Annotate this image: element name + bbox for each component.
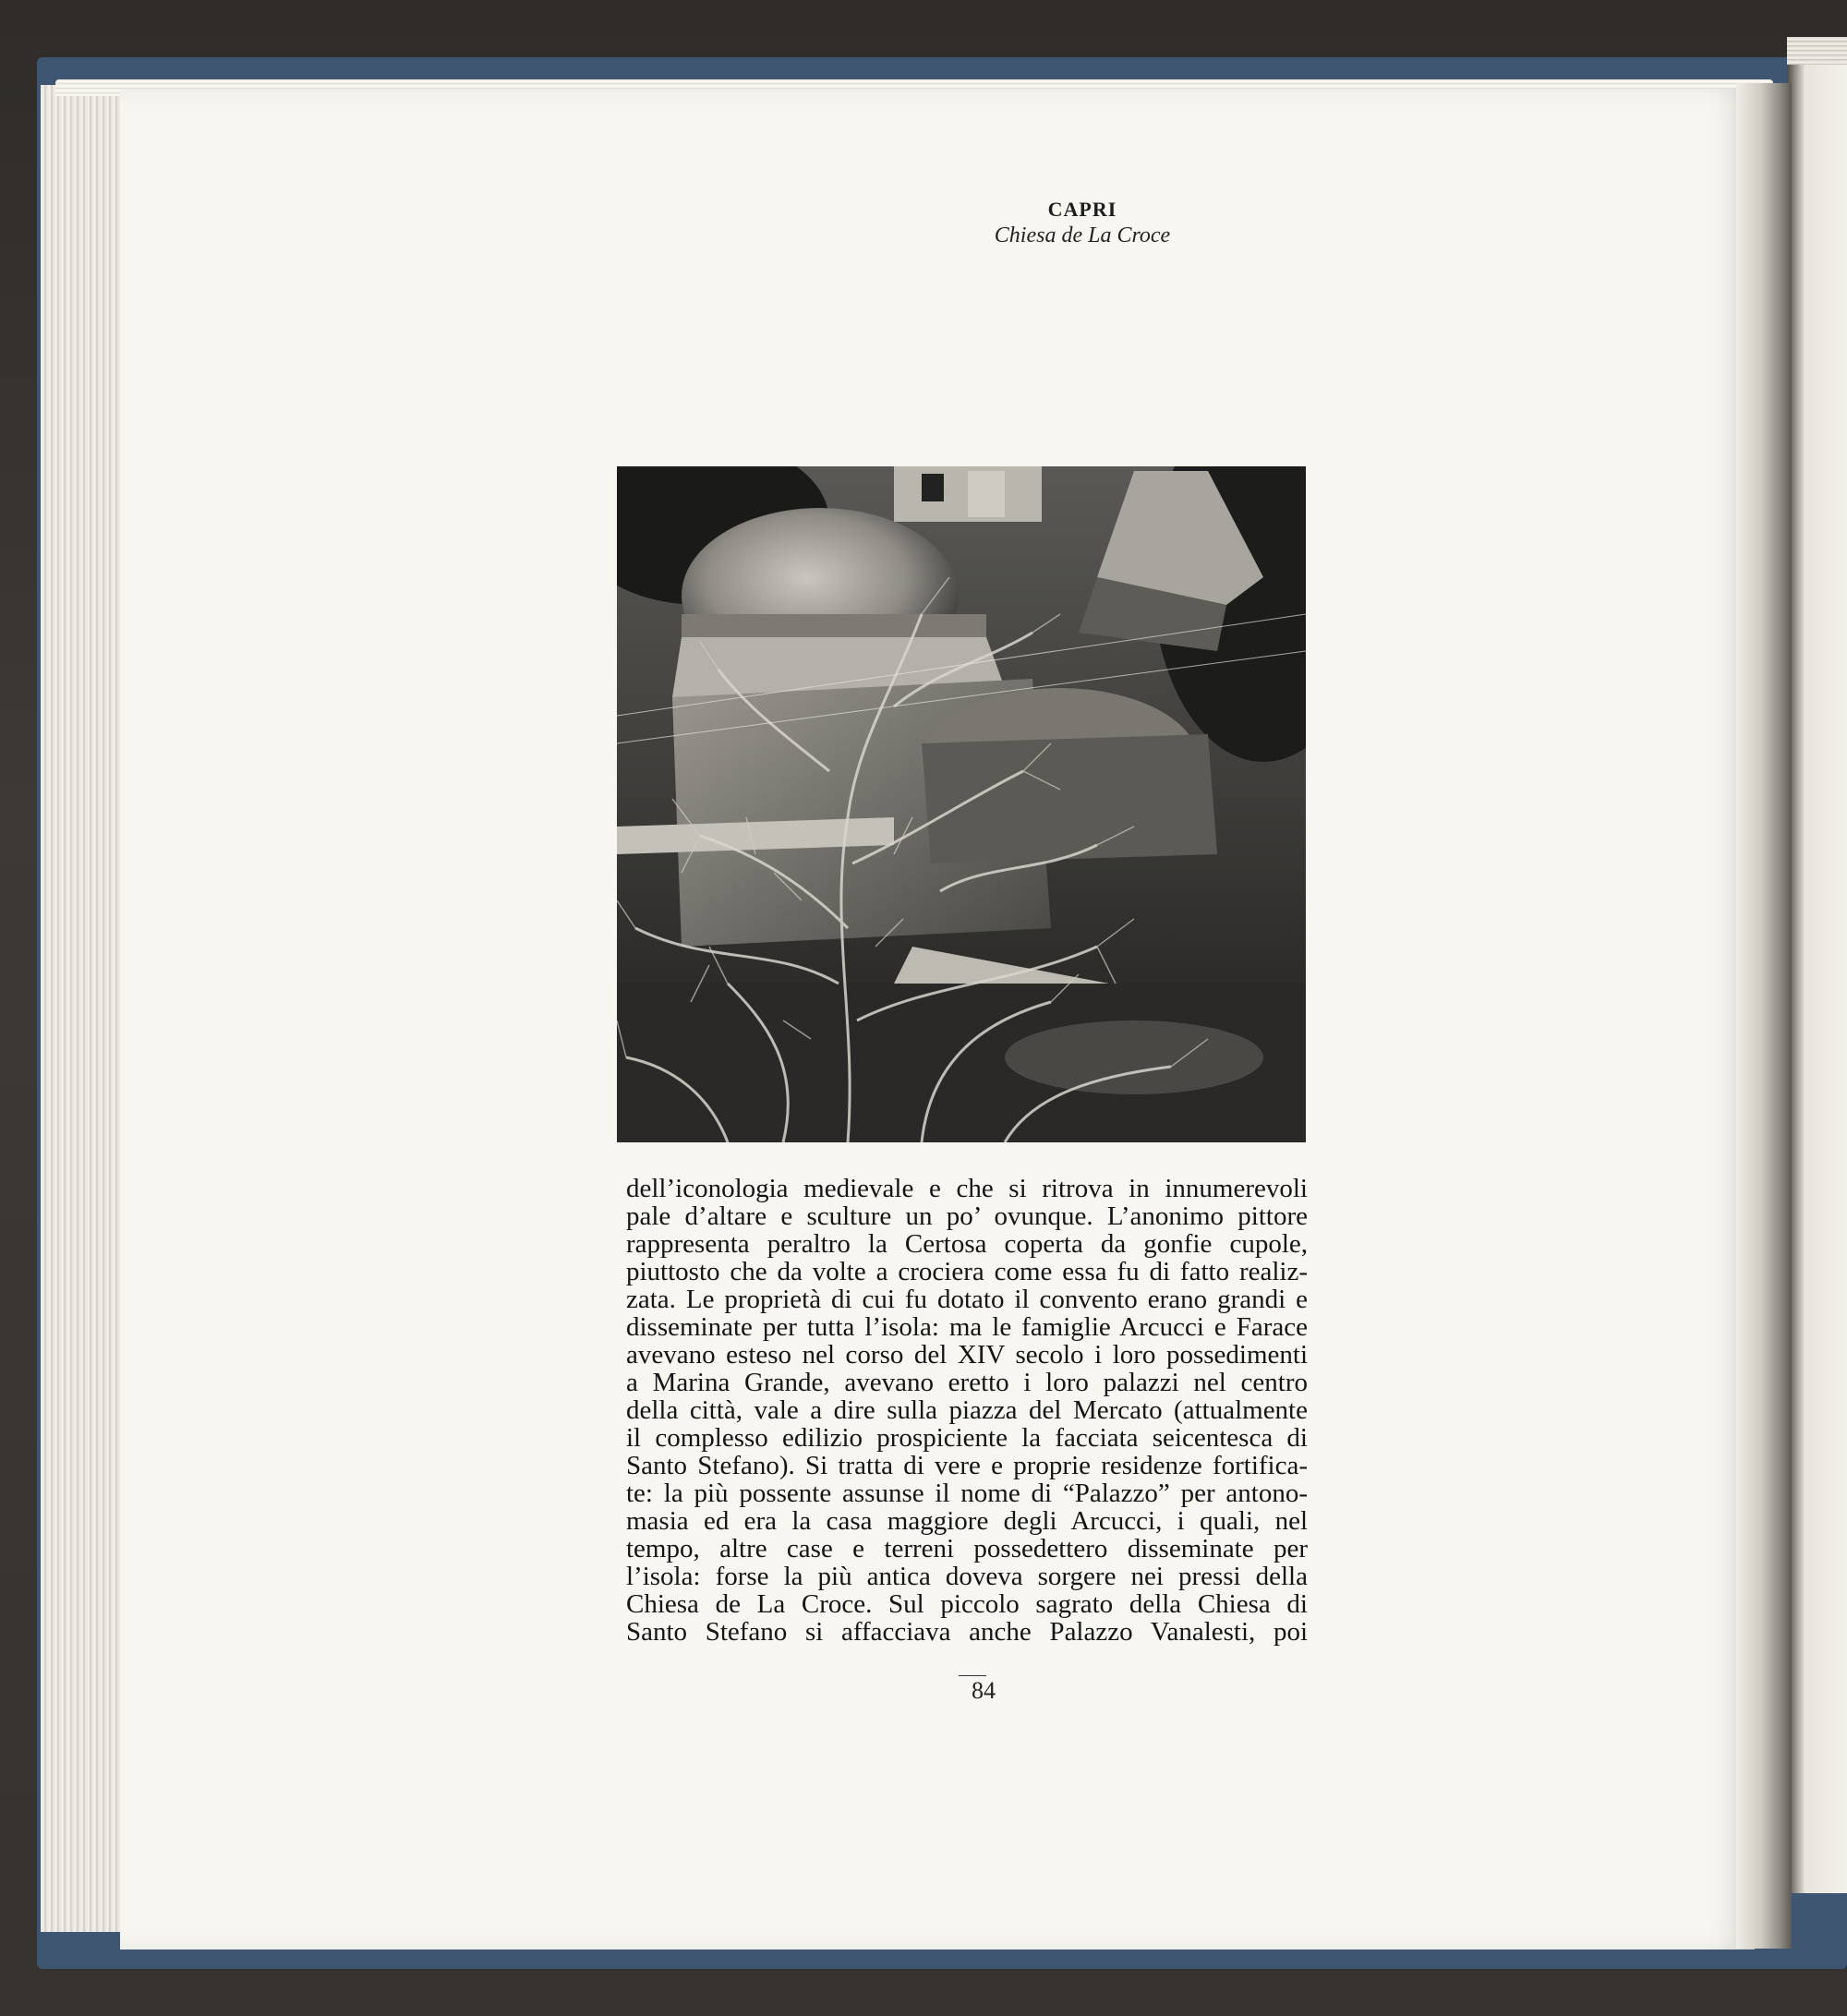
body-line: tempo, altre case e terreni possedettero disseminate per [626, 1534, 1308, 1563]
next-page-sliver [1787, 65, 1847, 1893]
church-photograph [617, 466, 1306, 1142]
body-line: disseminate per tutta l’isola: ma le famiglie Arcucci e Farace [626, 1312, 1308, 1342]
body-text [626, 1175, 1308, 1646]
body-line: zata. Le proprietà di cui fu dotato il convento erano grandi e [626, 1285, 1308, 1314]
body-line: a Marina Grande, avevano eretto i loro palazzi nel centro [626, 1368, 1308, 1397]
photograph-dome-branches-icon [617, 466, 1306, 1142]
body-line: piuttosto che da volte a crociera come essa fu di fatto realiz- [626, 1257, 1308, 1286]
body-line: della città, vale a dire sulla piazza del Mercato (attualmente [626, 1395, 1308, 1425]
body-line: Santo Stefano). Si tratta di vere e proprie residenze fortifica- [626, 1451, 1308, 1480]
body-line: te: la più possente assunse il nome di “Palazzo” per antono- [626, 1479, 1308, 1508]
body-line: avevano esteso nel corso del XIV secolo i loro possedimenti [626, 1340, 1308, 1370]
page-number: 84 [972, 1677, 996, 1704]
body-line: rappresenta peraltro la Certosa coperta da gonfie cupole, [626, 1229, 1308, 1259]
body-line: l’isola: forse la più antica doveva sorgere nei pressi della [626, 1562, 1308, 1591]
running-head-subtitle: Chiesa de La Croce [994, 223, 1171, 247]
book-page [120, 89, 1755, 1950]
body-line: il complesso edilizio prospiciente la facciata seicentesca di [626, 1423, 1308, 1453]
body-line: masia ed era la casa maggiore degli Arcucci, i quali, nel [626, 1506, 1308, 1536]
page-number-rule [959, 1675, 986, 1676]
book-gutter [1736, 83, 1792, 1949]
body-line: pale d’altare e sculture un po’ ovunque. L’anonimo pittore [626, 1201, 1308, 1231]
body-line: Chiesa de La Croce. Sul piccolo sagrato della Chiesa di [626, 1589, 1308, 1619]
running-head-title: CAPRI [1047, 198, 1117, 221]
body-line: dell’iconologia medievale e che si ritrova in innumerevoli [626, 1174, 1308, 1203]
body-line: Santo Stefano si affacciava anche Palazzo Vanalesti, poi [626, 1617, 1308, 1647]
